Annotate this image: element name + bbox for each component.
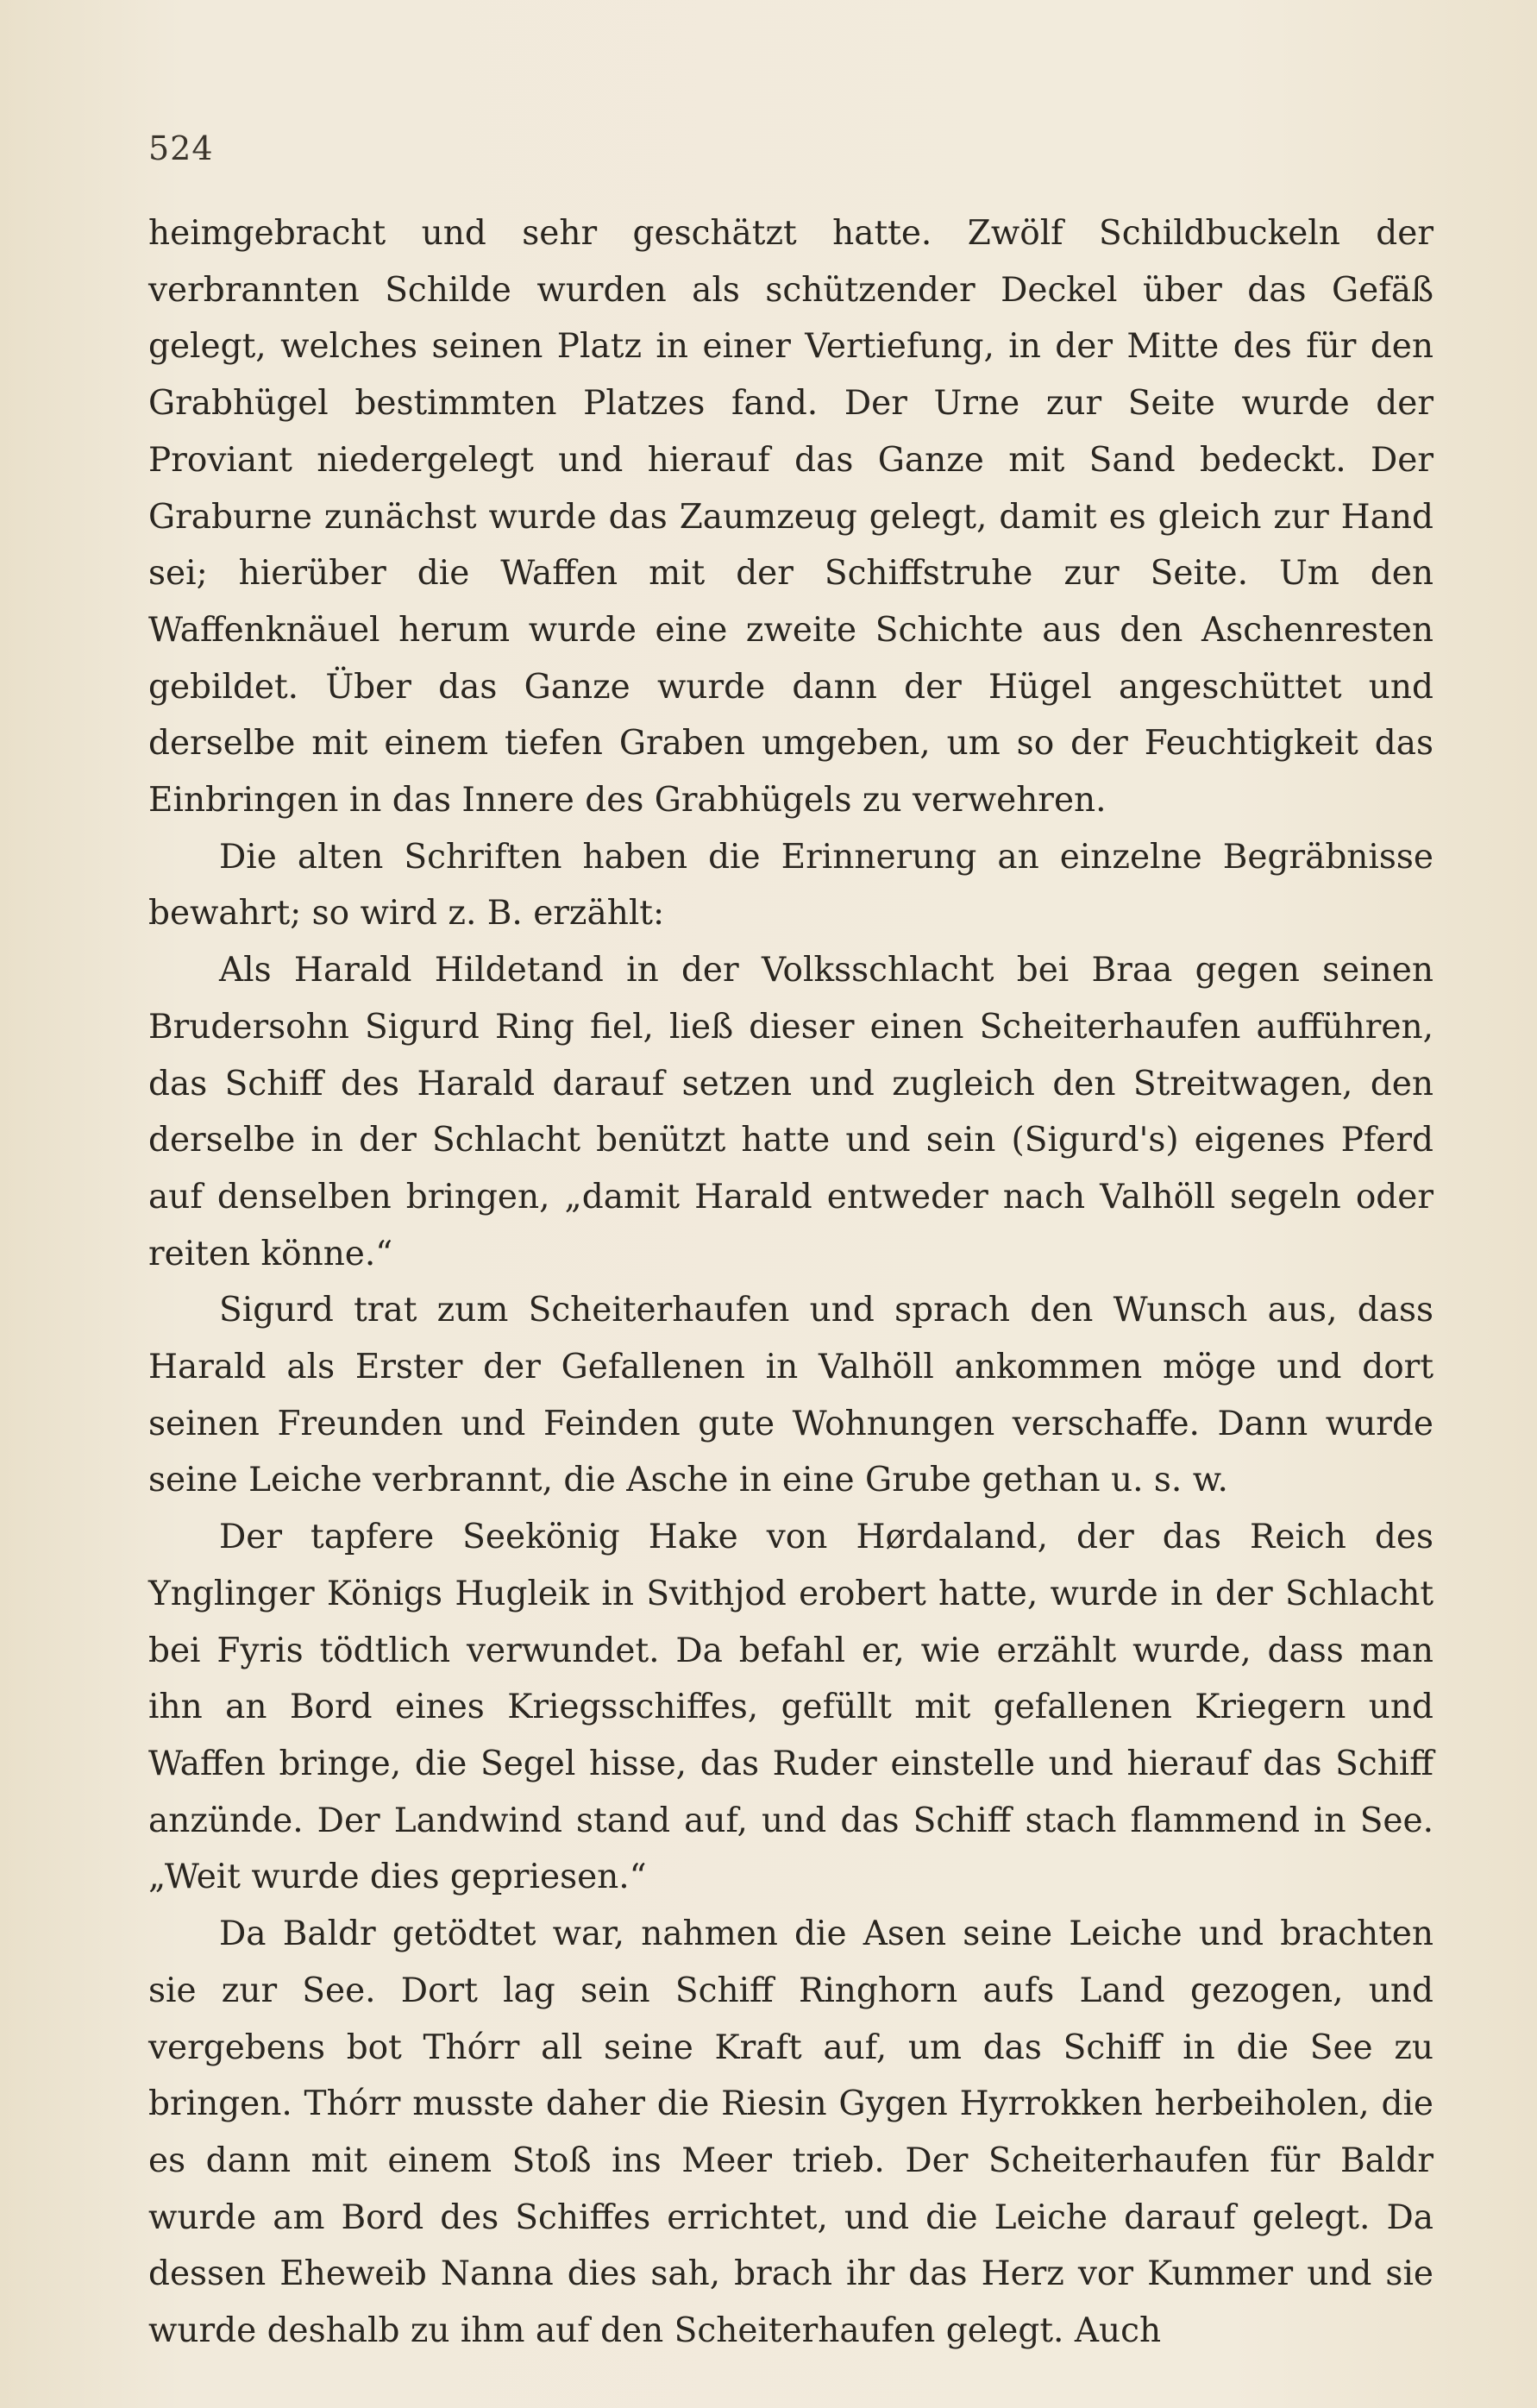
paragraph-6: Da Baldr getödtet war, nahmen die Asen seine Leiche und brachten sie zur See. Dort lag sein Schiff Ringhorn aufs Land gezogen, und vergebens bot Thórr all seine Kraft auf, um das Schiff in die See zu bringen. Thórr musste daher die Riesin Gygen Hyrrokken herbeiholen, die es dann mit einem Stoß ins Meer trieb. Der Scheiterhaufen für Baldr wurde am Bord des Schiffes errichtet, und die Leiche darauf gelegt. Da dessen Eheweib Nanna dies sah, brach ihr das Herz vor Kummer und sie wurde deshalb zu ihm auf den Scheiterhaufen gelegt. Auch [148, 1914, 1433, 2351]
page-number: 524 [148, 129, 214, 167]
paragraph-5: Der tapfere Seekönig Hake von Hørdaland, der das Reich des Ynglinger Königs Hugleik in Svithjod erobert hatte, wurde in der Schlacht bei Fyris tödtlich verwundet. Da befahl er, wie erzählt wurde, dass man ihn an Bord eines Kriegsschiffes, gefüllt mit gefallenen Kriegern und Waffen bringe, die Segel hisse, das Ruder einstelle und hierauf das Schiff anzünde. Der Landwind stand auf, und das Schiff stach flammend in See. „Weit wurde dies gepriesen.“ [148, 1518, 1433, 1897]
paragraph-3: Als Harald Hildetand in der Volksschlacht bei Braa gegen seinen Brudersohn Sigurd Ring fiel, ließ dieser einen Scheiterhaufen aufführen, das Schiff des Harald darauf setzen und zugleich den Streitwagen, den derselbe in der Schlacht benützt hatte und sein (Sigurd's) eigenes Pferd auf denselben bringen, „damit Harald entweder nach Valhöll segeln oder reiten könne.“ [148, 951, 1433, 1273]
paragraph-4: Sigurd trat zum Scheiterhaufen und sprach den Wunsch aus, dass Harald als Erster der Gefallenen in Valhöll ankommen möge und dort seinen Freunden und Feinden gute Wohnungen verschaffe. Dann wurde seine Leiche verbrannt, die Asche in eine Grube gethan u. s. w. [148, 1291, 1433, 1500]
body-text [148, 205, 1433, 2360]
paragraph-1: heimgebracht und sehr geschätzt hatte. Zwölf Schildbuckeln der verbrannten Schilde wurden als schützender Deckel über das Gefäß gelegt, welches seinen Platz in einer Vertiefung, in der Mitte des für den Grabhügel bestimmten Platzes fand. Der Urne zur Seite wurde der Proviant niedergelegt und hierauf das Ganze mit Sand bedeckt. Der Graburne zunächst wurde das Zaumzeug gelegt, damit es gleich zur Hand sei; hierüber die Waffen mit der Schiffstruhe zur Seite. Um den Waffenknäuel herum wurde eine zweite Schichte aus den Aschenresten gebildet. Über das Ganze wurde dann der Hügel angeschüttet und derselbe mit einem tiefen Graben umgeben, um so der Feuchtigkeit das Einbringen in das Innere des Grabhügels zu verwehren. [148, 214, 1433, 820]
paragraph-2: Die alten Schriften haben die Erinnerung an einzelne Begräbnisse bewahrt; so wird z. B. erzählt: [148, 837, 1433, 934]
